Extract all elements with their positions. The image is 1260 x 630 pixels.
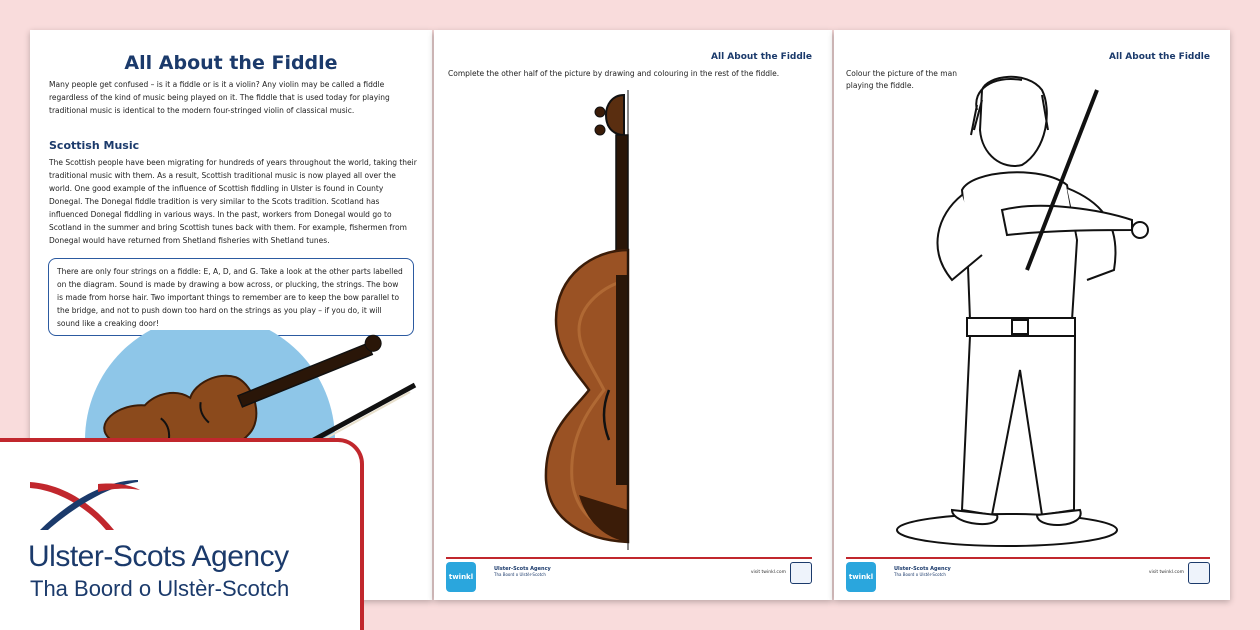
floor-shadow <box>897 514 1117 546</box>
section-paragraph: The Scottish people have been migrating for hundreds of years throughout the world, taking their traditional music with them. As a result, Scottish traditional music is now played all over the world. One good example of the influence of Scottish fiddling in Ulster is found in County Donegal. The Donegal fiddle tradition is very similar to the Scots tradition. Scotland has influenced Donegal fiddling in various ways. In the past, workers from Donegal would go to Scotland in the summer and bring Scottish tunes back with them. For example, fishermen from Donegal would have returned from Shetland fisheries with Shetland tunes. <box>49 158 417 245</box>
man-figure-icon <box>897 77 1148 546</box>
footer-visit-link[interactable]: visit twinkl.com <box>750 570 786 575</box>
section-heading: Scottish Music <box>49 139 140 152</box>
footer-divider <box>846 557 1210 559</box>
page-header: All About the Fiddle <box>1109 52 1210 62</box>
head <box>980 77 1047 166</box>
instruction-text: Complete the other half of the picture by drawing and colouring in the rest of the fiddle. <box>448 69 780 78</box>
page-title: All About the Fiddle <box>124 52 338 74</box>
twinkl-logo: twinkl <box>846 562 876 592</box>
saltire-swoosh-icon <box>28 480 143 535</box>
agency-logo-card <box>0 438 364 630</box>
page-header: All About the Fiddle <box>711 52 812 62</box>
footer-logo-name: Ulster-Scots Agency <box>894 566 951 572</box>
footer-logo-sub: Tha Boord o Ulstèr-Scotch <box>494 572 546 577</box>
worksheet-page-3 <box>834 30 1230 600</box>
half-violin-illustration <box>534 90 644 550</box>
man-playing-fiddle-illustration <box>882 70 1182 550</box>
agency-name: Ulster-Scots Agency <box>28 540 289 573</box>
footer-agency-logo <box>894 566 951 577</box>
buckle <box>1012 320 1028 334</box>
trousers <box>962 336 1075 515</box>
info-box-text: There are only four strings on a fiddle: E, A, D, and G. Take a look at the other parts labelled on the diagram. Sound is made by drawing a bow across, or plucking, the strings. The bow is made from horse hair. Two important things to remember are to keep the bow parallel to the bridge, and not to push down too hard on the strings as you play – if you do, it will sound like a creaking door! <box>57 267 403 328</box>
violin-half-icon <box>546 95 628 542</box>
instruction-text: Colour the picture of the man playing the fiddle. <box>846 69 957 90</box>
info-box <box>48 258 414 336</box>
quality-badge-icon <box>790 562 812 584</box>
footer-agency-logo <box>494 566 551 577</box>
footer-logo-name: Ulster-Scots Agency <box>494 566 551 572</box>
footer-visit-link[interactable]: visit twinkl.com <box>1148 570 1184 575</box>
footer-logo-sub: Tha Boord o Ulstèr-Scotch <box>894 572 946 577</box>
fiddle-outline <box>1002 206 1132 235</box>
quality-badge-icon <box>1188 562 1210 584</box>
worksheet-page-2 <box>434 30 832 600</box>
twinkl-logo: twinkl <box>446 562 476 592</box>
intro-paragraph: Many people get confused – is it a fiddle or is it a violin? Any violin may be called a fiddle regardless of the kind of music being played on it. The fiddle that is used today for playing traditional music is identical to the modern four-stringed violin of classical music. <box>49 80 390 115</box>
footer-divider <box>446 557 812 559</box>
shirt <box>962 172 1077 320</box>
agency-subtitle: Tha Boord o Ulstèr-Scotch <box>30 576 290 601</box>
